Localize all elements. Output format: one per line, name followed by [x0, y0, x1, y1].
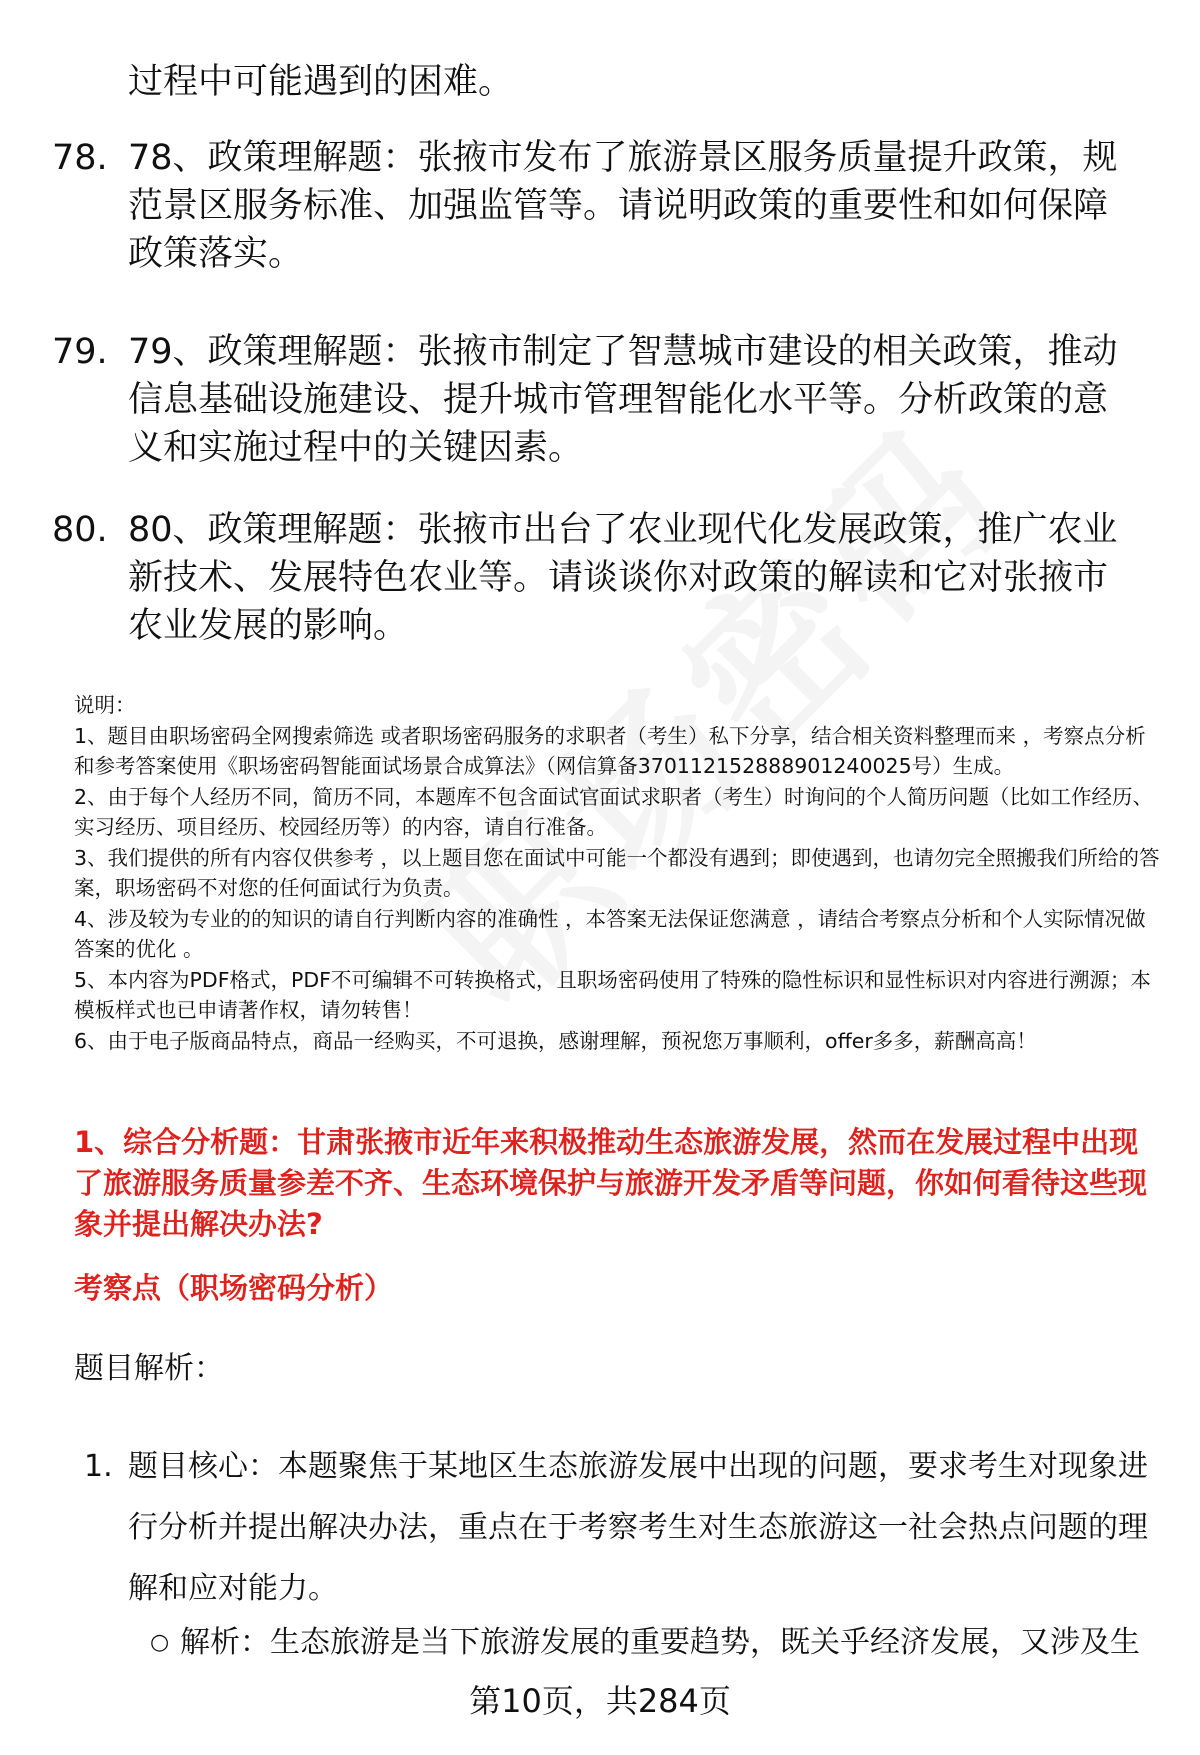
list-number: 1. — [84, 1449, 113, 1484]
question-item-78 — [52, 134, 1142, 278]
page-footer: 第10页，共284页 — [469, 1682, 731, 1720]
list-text: 题目核心：本题聚焦于某地区生态旅游发展中出现的问题，要求考生对现象进行分析并提出解决办法，重点在于考察考生对生态旅游这一社会热点问题的理解和应对能力。 — [128, 1449, 1148, 1606]
question-number: 80. — [52, 510, 108, 550]
analysis-title: 题目解析： — [74, 1351, 224, 1386]
notes-title: 说明： — [74, 693, 136, 717]
question-number: 79. — [52, 332, 108, 372]
analysis-list-item — [84, 1436, 1154, 1619]
circle-bullet-icon: ○ — [150, 1630, 170, 1655]
question-continuation: 过程中可能遇到的困难。 — [128, 62, 514, 102]
analysis-sub-item — [150, 1618, 1140, 1668]
main-question-heading: 1、综合分析题：甘肃张掖市近年来积极推动生态旅游发展，然而在发展过程中出现了旅游服务质量参差不齐、生态环境保护与旅游开发矛盾等问题，你如何看待这些现象并提出解决办法? — [74, 1125, 1148, 1241]
question-number: 78. — [52, 138, 108, 178]
question-item-80 — [52, 506, 1142, 650]
question-text: 79、政策理解题：张掖市制定了智慧城市建设的相关政策，推动信息基础设施建设、提升城市管理智能化水平等。分析政策的意义和实施过程中的关键因素。 — [128, 332, 1118, 468]
note-item: 6、由于电子版商品特点，商品一经购买，不可退换，感谢理解，预祝您万事顺利，offer多多，薪酬高高！ — [74, 1028, 1037, 1053]
note-item: 4、涉及较为专业的的知识的请自行判断内容的准确性 ，本答案无法保证您满意 ，请结合考察点分析和个人实际情况做答案的优化 。 — [74, 906, 1146, 961]
question-item-79 — [52, 328, 1142, 472]
note-item: 5、本内容为PDF格式，PDF不可编辑不可转换格式，且职场密码使用了特殊的隐性标识和显性标识对内容进行溯源；本模板样式也已申请著作权，请勿转售！ — [74, 967, 1151, 1022]
sub-item-text: 解析：生态旅游是当下旅游发展的重要趋势，既关乎经济发展，又涉及生 — [180, 1625, 1140, 1660]
note-item: 3、我们提供的所有内容仅供参考 ，以上题目您在面试中可能一个都没有遇到；即使遇到，也请勿完全照搬我们所给的答案，职场密码不对您的任何面试行为负责。 — [74, 845, 1160, 900]
question-text: 78、政策理解题：张掖市发布了旅游景区服务质量提升政策，规范景区服务标准、加强监管等。请说明政策的重要性和如何保障政策落实。 — [128, 138, 1118, 274]
question-text: 80、政策理解题：张掖市出台了农业现代化发展政策，推广农业新技术、发展特色农业等。请谈谈你对政策的解读和它对张掖市农业发展的影响。 — [128, 510, 1118, 646]
note-item: 1、题目由职场密码全网搜索筛选 或者职场密码服务的求职者（考生）私下分享，结合相关资料整理而来 ，考察点分析和参考答案使用《职场密码智能面试场景合成算法》（网信算备370112152888901240025号）生成。 — [74, 723, 1146, 778]
exam-point-heading: 考察点（职场密码分析） — [74, 1271, 394, 1305]
notes-section — [74, 690, 1160, 1056]
note-item: 2、由于每个人经历不同，简历不同，本题库不包含面试官面试求职者（考生）时询问的个人简历问题（比如工作经历、实习经历、项目经历、校园经历等）的内容，请自行准备。 — [74, 784, 1154, 839]
